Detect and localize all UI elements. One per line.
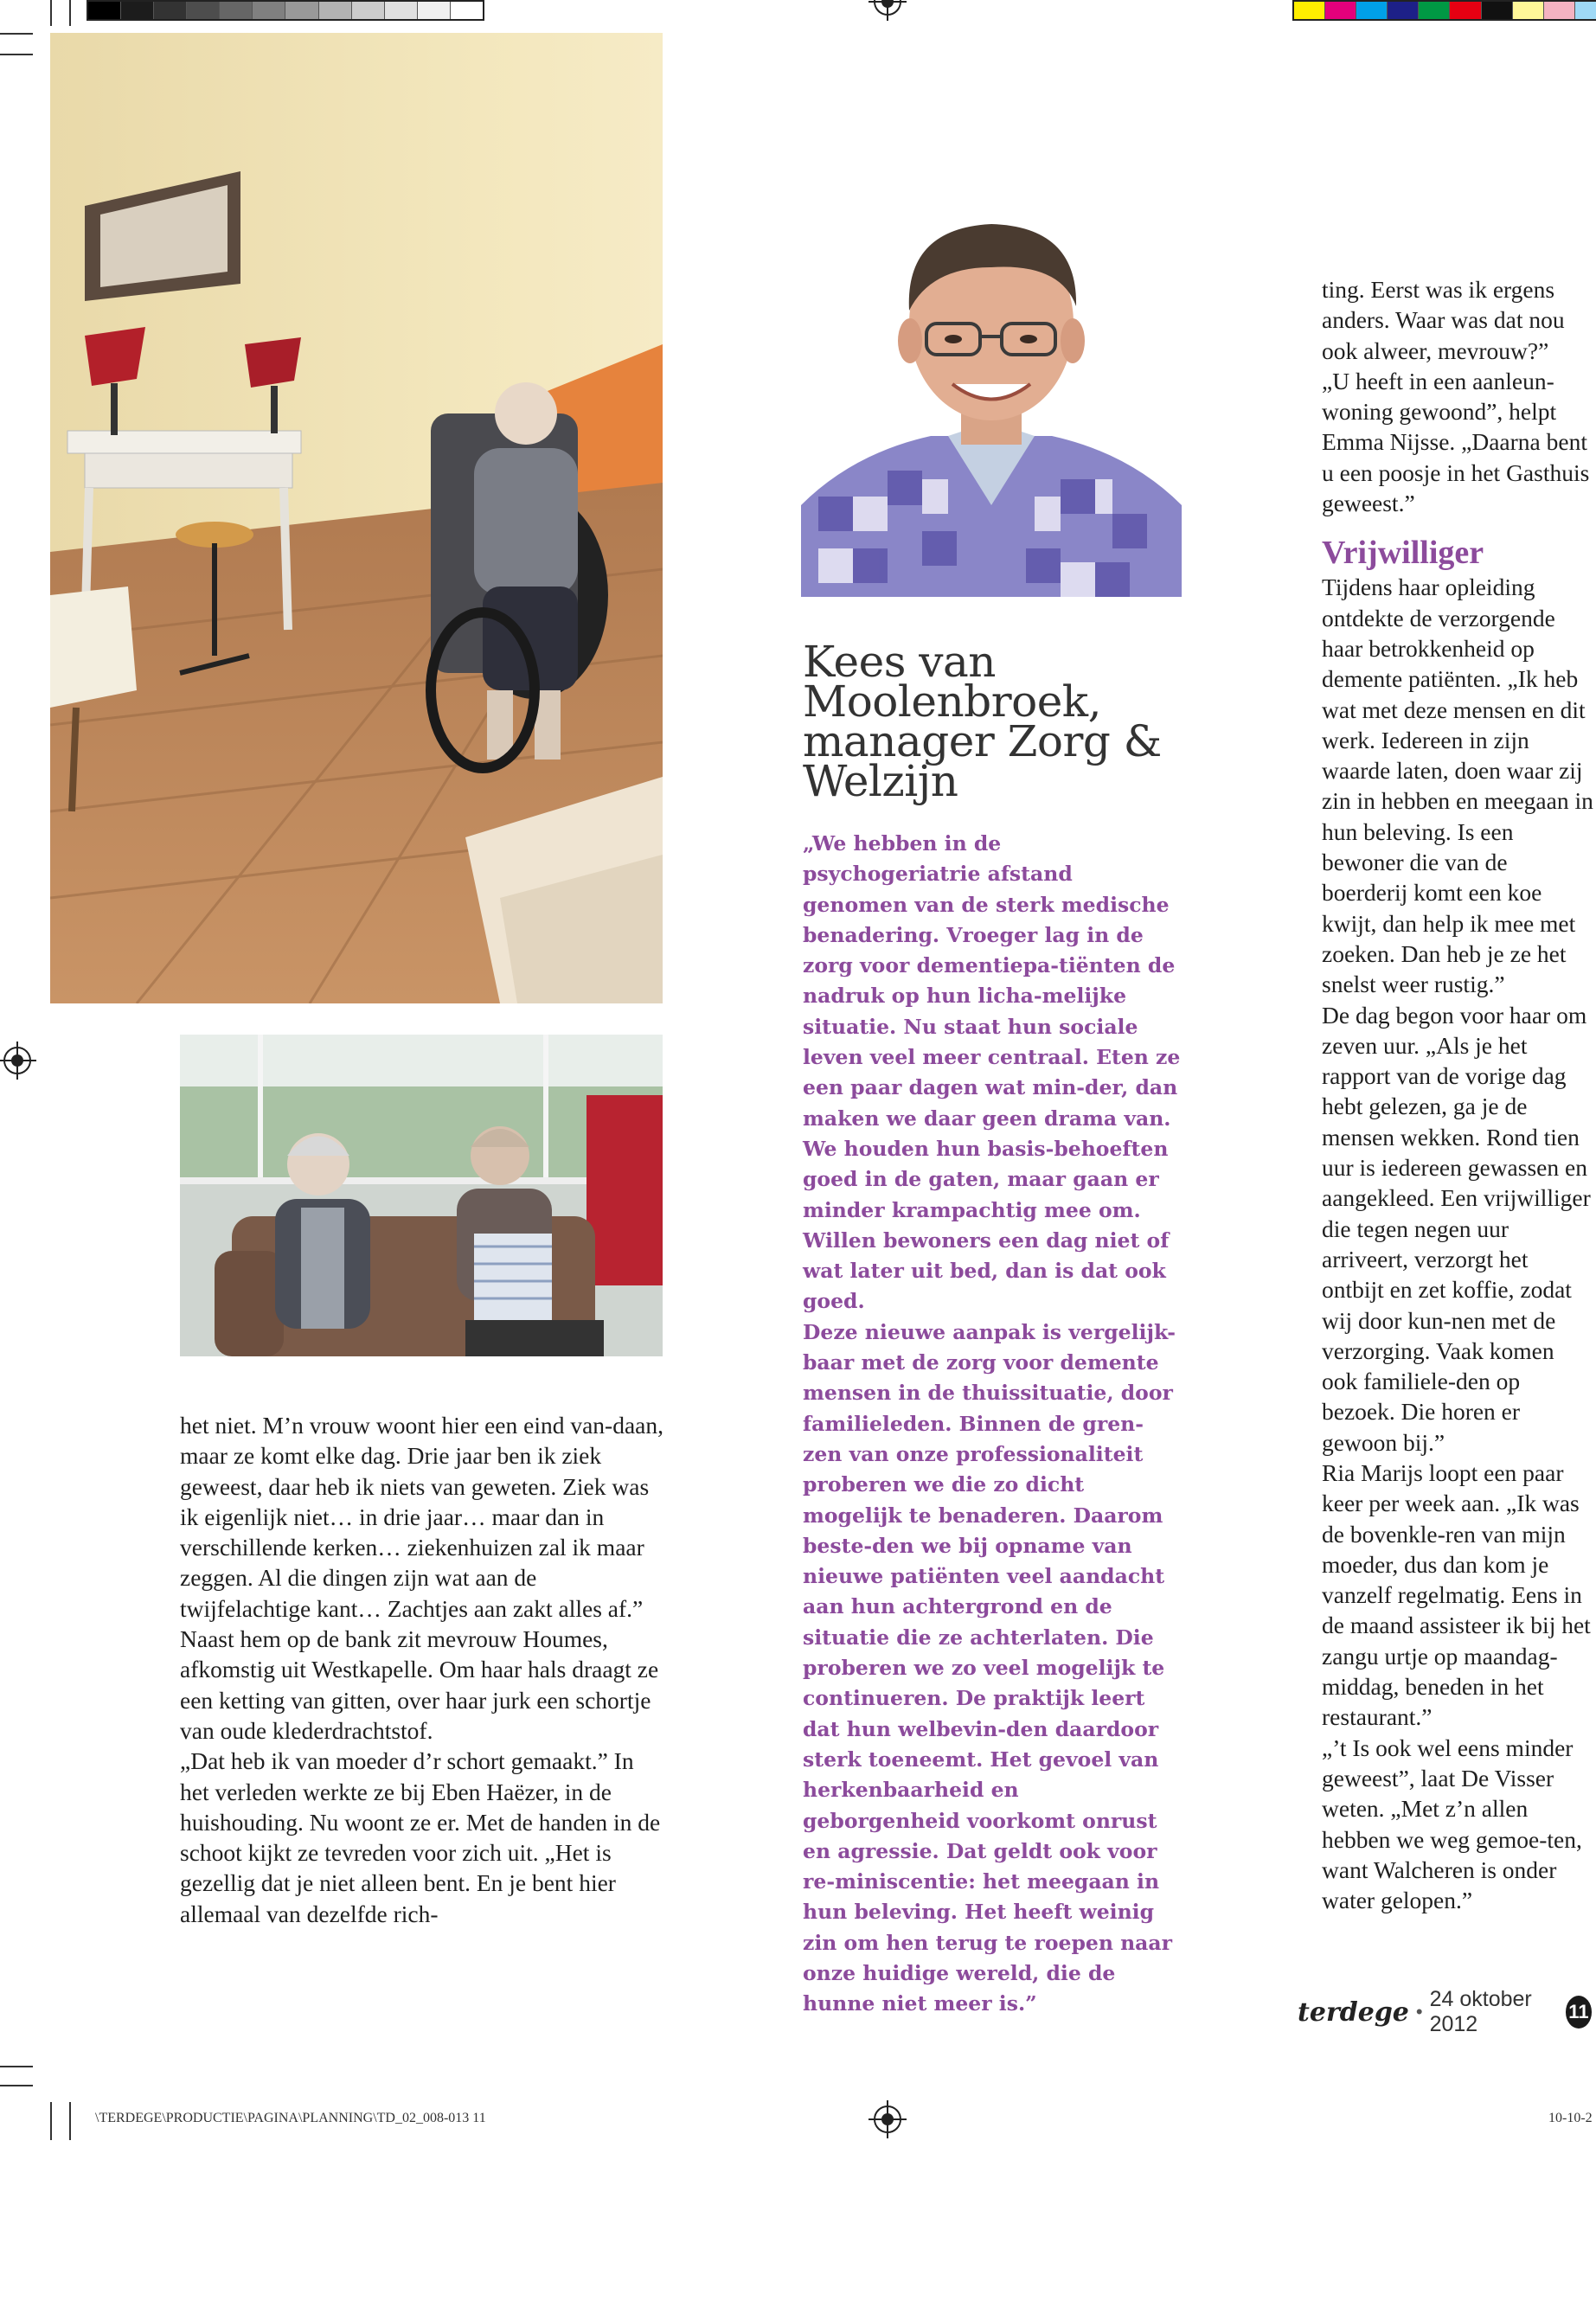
profile-name-heading: Kees van Moolenbroek, manager Zorg & Welzijn <box>803 637 1162 806</box>
right-body-column <box>1322 274 1595 1915</box>
registration-mark-bottom <box>874 2106 901 2133</box>
quote-paragraph: Deze nieuwe aanpak is vergelijk-baar met de zorg voor demente mensen in de thuissituatie, door familieleden. Binnen de gren-zen van onze professionaliteit proberen we die zo dicht mogelijk te benaderen. Daarom beste-den we bij opname van nieuwe patiënten veel aandacht aan hun achtergrond en de situatie die ze achterlaten. Die proberen we zo veel mogelijk te continueren. De praktijk leert dat hun welbevin-den daardoor sterk toeneemt. Het gevoel van herkenbaarheid en geborgenheid voorkomt onrust en agressie. Dat geldt ook voor re-miniscentie: het meegaan in hun beleving. Het heeft weinig zin om hen terug te roepen naar onze huidige wereld, die de hunne niet meer is.” <box>803 1319 1176 2016</box>
color-bar <box>1292 0 1596 21</box>
footer-bullet: • <box>1415 2001 1423 2022</box>
left-body-column <box>180 1410 664 1929</box>
registration-mark-left <box>3 1047 31 1074</box>
profile-quote <box>803 829 1182 2020</box>
crop-mark-bottom-left-v2 <box>69 2102 71 2140</box>
crop-mark-top-left-v2 <box>69 0 71 26</box>
section-subheading: Vrijwilliger <box>1322 535 1484 572</box>
body-paragraph: „U heeft in een aanleun-woning gewoond”, helpt Emma Nijsse. „Daarna bent u een poosje in het Gasthuis geweest.” <box>1322 367 1590 517</box>
photo-resident-in-room <box>50 33 663 1003</box>
body-paragraph: Ria Marijs loopt een paar keer per week aan. „Ik was de bovenkle-ren van mijn moeder, dus dan kom je vanzelf regelmatig. Eens in de maand assisteer ik bij het zangu urtje op maandag-middag, beneden in het restaurant.” <box>1322 1458 1591 1731</box>
print-slug-date: 10-10-2 <box>1548 2111 1593 2125</box>
body-paragraph: het niet. M’n vrouw woont hier een eind van-daan, maar ze komt elke dag. Drie jaar ben ik ziek geweest, daar heb ik niets van geweten. Ziek was ik eigenlijk niet… in drie jaar… maar dan in verschillende kerken… ziekenhuizen zal ik maar zeggen. Al die dingen zijn wat aan de twijfelachtige kant… Zachtjes aan zakt alles af.” <box>180 1412 663 1622</box>
body-paragraph: Tijdens haar opleiding ontdekte de verzorgende haar betrokkenheid op demente patiënten. „Ik heb wat met deze mensen en dit werk. Iedereen in zijn waarde laten, doen waar zij zin in hebben en meegaan in hun beleving. Is een bewoner die van de boerderij komt een koe kwijt, dan help ik mee met zoeken. Dan heb je ze het snelst weer rustig.” <box>1322 574 1593 998</box>
body-paragraph: De dag begon voor haar om zeven uur. „Als je het rapport van de vorige dag hebt gelezen, ga je de mensen wekken. Rond tien uur is iedereen gewassen en aangekleed. Een vrijwilliger die tegen negen uur arriveert, verzorgt het ontbijt en zet koffie, zodat wij door kun-nen met de verzorging. Vaak komen ook familiele-den op bezoek. Die horen er gewoon bij.” <box>1322 1001 1591 1456</box>
crop-mark-top-left-h <box>0 33 33 35</box>
crop-mark-bottom-left-h1 <box>0 2066 33 2067</box>
crop-mark-bottom-left-h2 <box>0 2085 33 2086</box>
photo-two-women-on-sofa <box>180 1035 663 1356</box>
body-paragraph: ting. Eerst was ik ergens anders. Waar was dat nou ook alweer, mevrouw?” <box>1322 276 1565 364</box>
body-paragraph: Naast hem op de bank zit mevrouw Houmes, afkomstig uit Westkapelle. Om haar hals draagt ze een ketting van gitten, over haar jurk een schortje van oude klederdrachtstof. <box>180 1625 659 1744</box>
brand-logo: terdege <box>1298 1997 1409 2028</box>
registration-mark-top <box>874 0 901 16</box>
page-number: 11 <box>1566 1996 1592 2029</box>
crop-mark-left-h2 <box>0 54 33 55</box>
body-paragraph: „’t Is ook wel eens minder geweest”, laat De Visser weten. „Met z’n allen hebben we weg gemoe-ten, want Walcheren is onder water gelopen.” <box>1322 1734 1582 1914</box>
print-slug-path: \TERDEGE\PRODUCTIE\PAGINA\PLANNING\TD_02_008-013 11 <box>95 2111 486 2125</box>
grayscale-bar <box>87 0 484 21</box>
page-footer <box>1298 1987 1592 2036</box>
portrait-kees-van-moolenbroek <box>801 220 1182 597</box>
crop-mark-bottom-left-v1 <box>50 2102 52 2140</box>
body-paragraph: „Dat heb ik van moeder d’r schort gemaakt.” In het verleden werkte ze bij Eben Haëzer, in de huishouding. Nu woont ze er. Met de handen in de schoot kijkt ze tevreden voor zich uit. „Het is gezellig dat je niet alleen bent. En je bent hier allemaal van dezelfde rich- <box>180 1747 661 1927</box>
quote-paragraph: „We hebben in de psychogeriatrie afstand genomen van de sterk medische benadering. Vroeger lag in de zorg voor dementiepa-tiënten de nadruk op hun licha-melijke situatie. Nu staat hun sociale leven veel meer centraal. Eten ze een paar dagen wat min-der, dan maken we daar geen drama van. We houden hun basis-behoeften goed in de gaten, maar gaan er minder krampachtig mee om. Willen bewoners een dag niet of wat later uit bed, dan is dat ook goed. <box>803 831 1181 1314</box>
crop-mark-top-left-v1 <box>50 0 52 26</box>
footer-date: 24 oktober 2012 <box>1429 1987 1532 2036</box>
